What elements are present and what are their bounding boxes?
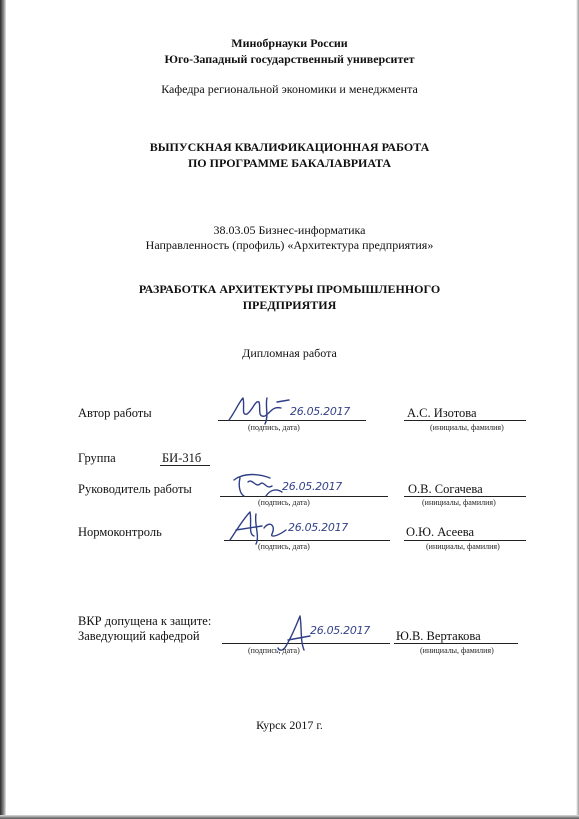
- university-name: Юго-Западный государственный университет: [164, 52, 415, 66]
- normcontrol-sign-caption: (подпись, дата): [258, 542, 310, 551]
- normcontrol-date: 26.05.2017: [288, 521, 348, 534]
- supervisor-name: О.В. Согачева: [408, 482, 483, 496]
- direction-code: 38.03.05 Бизнес-информатика: [213, 223, 366, 237]
- direction-profile: Направленность (профиль) «Архитектура предприятия»: [145, 238, 434, 252]
- head-name-line: [394, 643, 518, 644]
- head-of-department-label: Заведующий кафедрой: [78, 629, 200, 643]
- supervisor-name-line: [404, 496, 526, 497]
- topic-line1: РАЗРАБОТКА АРХИТЕКТУРЫ ПРОМЫШЛЕННОГО: [138, 282, 441, 296]
- work-type-line2: ПО ПРОГРАММЕ БАКАЛАВРИАТА: [187, 156, 392, 170]
- supervisor-date: 26.05.2017: [282, 480, 342, 493]
- author-sign-caption: (подпись, дата): [248, 423, 300, 432]
- document-kind: Дипломная работа: [242, 346, 337, 360]
- normcontrol-name-caption: (инициалы, фамилия): [426, 542, 500, 551]
- author-name-line: [404, 420, 526, 421]
- city-year: Курск 2017 г.: [256, 718, 323, 732]
- head-sign-caption: (подпись, дата): [248, 646, 300, 655]
- admission-label: ВКР допущена к защите:: [78, 614, 212, 628]
- head-name: Ю.В. Вертакова: [396, 629, 481, 643]
- author-date: 26.05.2017: [290, 405, 350, 418]
- normcontrol-name-line: [404, 540, 526, 541]
- work-type-line1: ВЫПУСКНАЯ КВАЛИФИКАЦИОННАЯ РАБОТА: [149, 140, 430, 154]
- ministry-name: Минобрнауки России: [231, 36, 348, 50]
- department-name: Кафедра региональной экономики и менеджмента: [161, 82, 418, 96]
- author-name-caption: (инициалы, фамилия): [430, 423, 504, 432]
- group-value: БИ-31б: [162, 451, 202, 465]
- topic-line2: ПРЕДПРИЯТИЯ: [242, 298, 337, 312]
- head-name-caption: (инициалы, фамилия): [420, 646, 494, 655]
- normcontrol-label: Нормоконтроль: [78, 525, 162, 539]
- supervisor-sign-caption: (подпись, дата): [258, 498, 310, 507]
- author-label: Автор работы: [78, 406, 152, 420]
- head-date: 26.05.2017: [310, 624, 370, 637]
- author-name: А.С. Изотова: [407, 406, 477, 420]
- group-label: Группа: [78, 451, 116, 465]
- supervisor-label: Руководитель работы: [78, 482, 192, 496]
- scan-edge-bottom: [0, 815, 579, 819]
- supervisor-name-caption: (инициалы, фамилия): [422, 498, 496, 507]
- supervisor-signature: [230, 468, 290, 502]
- scan-edge-left: [0, 0, 6, 819]
- normcontrol-name: О.Ю. Асеева: [406, 525, 475, 539]
- group-line: [160, 465, 210, 466]
